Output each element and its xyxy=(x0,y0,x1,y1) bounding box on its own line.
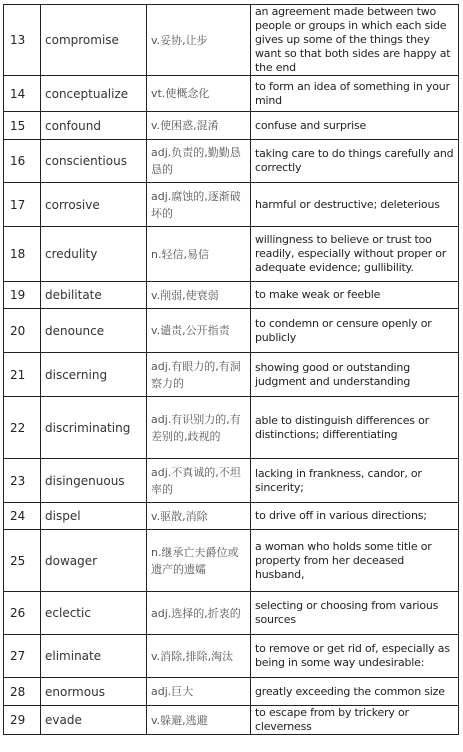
row-number: 21 xyxy=(4,353,41,397)
table-row xyxy=(4,592,459,635)
table-row xyxy=(4,5,459,76)
row-number: 26 xyxy=(4,592,41,635)
row-number: 14 xyxy=(4,76,41,112)
row-word: dowager xyxy=(41,530,147,592)
row-definition: to form an idea of something in your mind xyxy=(251,76,459,112)
row-word: denounce xyxy=(41,309,147,353)
table-row xyxy=(4,140,459,183)
vocabulary-table-body xyxy=(4,5,459,735)
row-definition: harmful or destructive; deleterious xyxy=(251,183,459,227)
row-chinese-meaning: v.使困惑,混淆 xyxy=(147,112,251,140)
table-row xyxy=(4,309,459,353)
row-number: 27 xyxy=(4,635,41,678)
row-word: debilitate xyxy=(41,282,147,309)
row-chinese-meaning: n.轻信,易信 xyxy=(147,227,251,282)
row-definition: willingness to believe or trust too readily, especially without proper or adequate evidence; gullibility. xyxy=(251,227,459,282)
row-definition: to condemn or censure openly or publicly xyxy=(251,309,459,353)
row-definition: confuse and surprise xyxy=(251,112,459,140)
table-row xyxy=(4,678,459,706)
row-word: dispel xyxy=(41,503,147,530)
row-definition: to remove or get rid of, especially as being in some way undesirable: xyxy=(251,635,459,678)
vocabulary-table xyxy=(3,4,459,735)
row-word: enormous xyxy=(41,678,147,706)
row-word: compromise xyxy=(41,5,147,76)
row-definition: an agreement made between two people or groups in which each side gives up some of the things they want so that both sides are happy at the end xyxy=(251,5,459,76)
row-chinese-meaning: adj.负责的,勤勤恳恳的 xyxy=(147,140,251,183)
row-definition: a woman who holds some title or property from her deceased husband, xyxy=(251,530,459,592)
table-row xyxy=(4,706,459,735)
row-chinese-meaning: adj.不真诚的,不坦率的 xyxy=(147,459,251,503)
row-number: 16 xyxy=(4,140,41,183)
table-row xyxy=(4,459,459,503)
table-row xyxy=(4,227,459,282)
row-number: 17 xyxy=(4,183,41,227)
row-chinese-meaning: v.消除,排除,淘汰 xyxy=(147,635,251,678)
row-definition: taking care to do things carefully and correctly xyxy=(251,140,459,183)
row-number: 23 xyxy=(4,459,41,503)
row-chinese-meaning: v.躲避,逃避 xyxy=(147,706,251,735)
row-number: 28 xyxy=(4,678,41,706)
row-number: 19 xyxy=(4,282,41,309)
row-word: discerning xyxy=(41,353,147,397)
row-definition: to escape from by trickery or cleverness xyxy=(251,706,459,735)
row-number: 22 xyxy=(4,397,41,459)
row-definition: to drive off in various directions; xyxy=(251,503,459,530)
row-word: disingenuous xyxy=(41,459,147,503)
row-chinese-meaning: n.继承亡夫爵位或遗产的遗孀 xyxy=(147,530,251,592)
row-definition: to make weak or feeble xyxy=(251,282,459,309)
row-chinese-meaning: adj.有眼力的,有洞察力的 xyxy=(147,353,251,397)
row-word: conceptualize xyxy=(41,76,147,112)
row-definition: showing good or outstanding judgment and understanding xyxy=(251,353,459,397)
row-word: conscientious xyxy=(41,140,147,183)
row-word: confound xyxy=(41,112,147,140)
table-row xyxy=(4,282,459,309)
row-definition: greatly exceeding the common size xyxy=(251,678,459,706)
row-number: 18 xyxy=(4,227,41,282)
table-row xyxy=(4,397,459,459)
row-chinese-meaning: v.削弱,使衰弱 xyxy=(147,282,251,309)
table-row xyxy=(4,635,459,678)
row-number: 25 xyxy=(4,530,41,592)
row-definition: selecting or choosing from various sources xyxy=(251,592,459,635)
row-word: eliminate xyxy=(41,635,147,678)
row-chinese-meaning: adj.腐蚀的,逐渐破坏的 xyxy=(147,183,251,227)
table-row xyxy=(4,76,459,112)
row-chinese-meaning: v.妥协,让步 xyxy=(147,5,251,76)
row-definition: able to distinguish differences or distinctions; differentiating xyxy=(251,397,459,459)
row-number: 20 xyxy=(4,309,41,353)
row-word: credulity xyxy=(41,227,147,282)
row-chinese-meaning: adj.巨大 xyxy=(147,678,251,706)
row-number: 15 xyxy=(4,112,41,140)
row-chinese-meaning: v.谴责,公开指责 xyxy=(147,309,251,353)
row-chinese-meaning: vt.使概念化 xyxy=(147,76,251,112)
table-row xyxy=(4,503,459,530)
table-row xyxy=(4,530,459,592)
row-word: evade xyxy=(41,706,147,735)
row-number: 24 xyxy=(4,503,41,530)
row-word: corrosive xyxy=(41,183,147,227)
row-word: eclectic xyxy=(41,592,147,635)
table-row xyxy=(4,353,459,397)
row-word: discriminating xyxy=(41,397,147,459)
row-chinese-meaning: adj.有识别力的,有差别的,歧视的 xyxy=(147,397,251,459)
row-definition: lacking in frankness, candor, or sincerity; xyxy=(251,459,459,503)
row-chinese-meaning: v.驱散,消除 xyxy=(147,503,251,530)
row-number: 29 xyxy=(4,706,41,735)
row-chinese-meaning: adj.选择的,折衷的 xyxy=(147,592,251,635)
table-row xyxy=(4,112,459,140)
table-row xyxy=(4,183,459,227)
row-number: 13 xyxy=(4,5,41,76)
